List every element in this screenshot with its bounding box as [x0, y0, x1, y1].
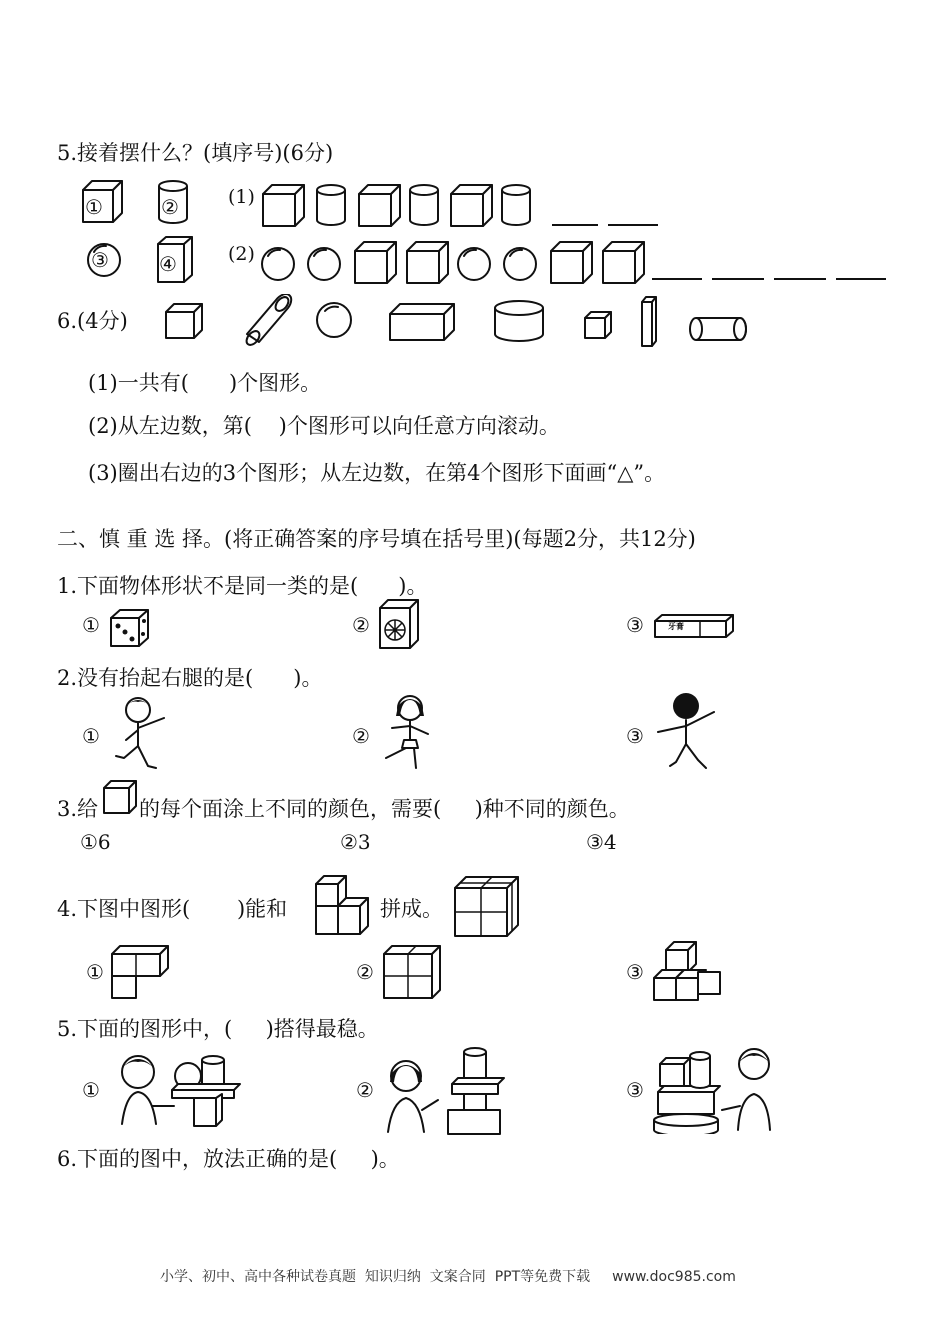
- page-footer: [160, 1266, 736, 1286]
- q5-row2-label: (2): [228, 243, 255, 265]
- q5-row2-answer-blank-3[interactable]: [774, 278, 826, 280]
- c2-opt3-label: ③: [626, 724, 644, 748]
- c4-question-post: 拼成。: [380, 897, 443, 921]
- tall-prism-icon: [642, 297, 656, 346]
- c4-opt1-label: ①: [86, 960, 104, 984]
- c4-question-pre: 4.下图中图形( )能和: [57, 897, 288, 921]
- c3-question-pre: 3.给: [57, 797, 99, 821]
- cube-icon: [603, 242, 644, 283]
- q5-row1-label: (1): [228, 186, 255, 208]
- q5-row1-answer-blank-2[interactable]: [608, 224, 658, 226]
- sphere-icon: [458, 248, 490, 280]
- legend-label-4: ④: [159, 252, 177, 276]
- footer-text: 小学、初中、高中各种试卷真题 知识归纳 文案合同 PPT等免费下载: [160, 1269, 591, 1285]
- c4-opt2-label: ②: [356, 960, 374, 984]
- long-cuboid-icon: [390, 304, 454, 340]
- q5-row1-sequence: [260, 180, 550, 230]
- c5-question: 5.下面的图形中，( )搭得最稳。: [57, 1017, 379, 1041]
- section2-title: 二、慎 重 选 择。(将正确答案的序号填在括号里)(每题2分，共12分): [57, 527, 696, 551]
- c2-question: 2.没有抬起右腿的是( )。: [57, 666, 323, 690]
- c5-opt2-scene: [378, 1044, 518, 1136]
- q5-title: 5.接着摆什么？(填序号)(6分): [57, 141, 334, 165]
- juice-box-icon: [376, 596, 424, 652]
- c3-question-post: 的每个面涂上不同的颜色，需要( )种不同的颜色。: [139, 797, 630, 821]
- c1-opt2-label: ②: [352, 613, 370, 637]
- cylinder-icon: [410, 185, 438, 225]
- c5-opt3-label: ③: [626, 1078, 644, 1102]
- toothpaste-box-icon: [652, 612, 738, 640]
- cube-icon: [355, 242, 396, 283]
- legend-label-2: ②: [161, 195, 179, 219]
- sphere-icon: [504, 248, 536, 280]
- q5-row1-answer-blank-1[interactable]: [552, 224, 598, 226]
- c5-opt3-scene: [650, 1044, 790, 1134]
- cylinder-icon: [317, 185, 345, 225]
- q6-title: 6.(4分): [57, 309, 128, 333]
- c4-opt3-shape: [650, 938, 722, 1004]
- sphere-icon: [317, 303, 351, 337]
- c3-opt1: ①6: [80, 830, 111, 854]
- c6-question: 6.下面的图中，放法正确的是( )。: [57, 1147, 400, 1171]
- c1-opt3-label: ③: [626, 613, 644, 637]
- q6-sub1: (1)一共有( )个图形。: [88, 371, 322, 395]
- c3-opt3: ③4: [586, 830, 617, 854]
- c4-result-cube: [452, 872, 522, 940]
- cube-icon: [551, 242, 592, 283]
- c3-cube-icon: [101, 776, 139, 816]
- boy-running-figure: [652, 690, 722, 774]
- horizontal-cylinder-icon: [690, 318, 746, 340]
- tiny-cube-icon: [585, 312, 611, 338]
- c4-opt1-shape: [108, 940, 172, 1002]
- dice-icon: [108, 606, 156, 650]
- q6-shapes: [160, 294, 760, 350]
- q6-sub2: (2)从左边数，第( )个图形可以向任意方向滚动。: [88, 414, 560, 438]
- legend-label-3: ③: [91, 248, 109, 272]
- small-cube-icon: [166, 304, 202, 338]
- q5-row2-answer-blank-1[interactable]: [652, 278, 702, 280]
- sphere-icon: [262, 248, 294, 280]
- cube-icon: [263, 185, 304, 226]
- c5-opt1-label: ①: [82, 1078, 100, 1102]
- girl-kicking-figure: [376, 692, 438, 774]
- c5-opt2-label: ②: [356, 1078, 374, 1102]
- cube-icon: [407, 242, 448, 283]
- cylinder-icon: [502, 185, 530, 225]
- tilted-cylinder-icon: [244, 294, 291, 347]
- toothpaste-label: 牙膏: [668, 621, 684, 631]
- c5-opt1-scene: [106, 1050, 246, 1128]
- c1-question: 1.下面物体形状不是同一类的是( )。: [57, 574, 428, 598]
- footer-url[interactable]: www.doc985.com: [612, 1269, 736, 1285]
- c3-opt2: ②3: [340, 830, 371, 854]
- q5-row2-answer-blank-4[interactable]: [836, 278, 886, 280]
- wide-cylinder-icon: [495, 301, 543, 341]
- sphere-icon: [308, 248, 340, 280]
- c4-target-piece: [312, 870, 382, 940]
- cube-icon: [359, 185, 400, 226]
- legend-label-1: ①: [85, 195, 103, 219]
- c4-opt3-label: ③: [626, 960, 644, 984]
- q6-sub3: (3)圈出右边的3个图形；从左边数，在第4个图形下面画“△”。: [88, 461, 666, 485]
- cube-icon: [451, 185, 492, 226]
- c2-opt2-label: ②: [352, 724, 370, 748]
- c2-opt1-label: ①: [82, 724, 100, 748]
- q5-row2-sequence: [260, 238, 650, 288]
- q5-row2-answer-blank-2[interactable]: [712, 278, 764, 280]
- c1-opt1-label: ①: [82, 613, 100, 637]
- c4-opt2-shape: [380, 940, 444, 1002]
- boy-kicking-figure: [108, 694, 178, 776]
